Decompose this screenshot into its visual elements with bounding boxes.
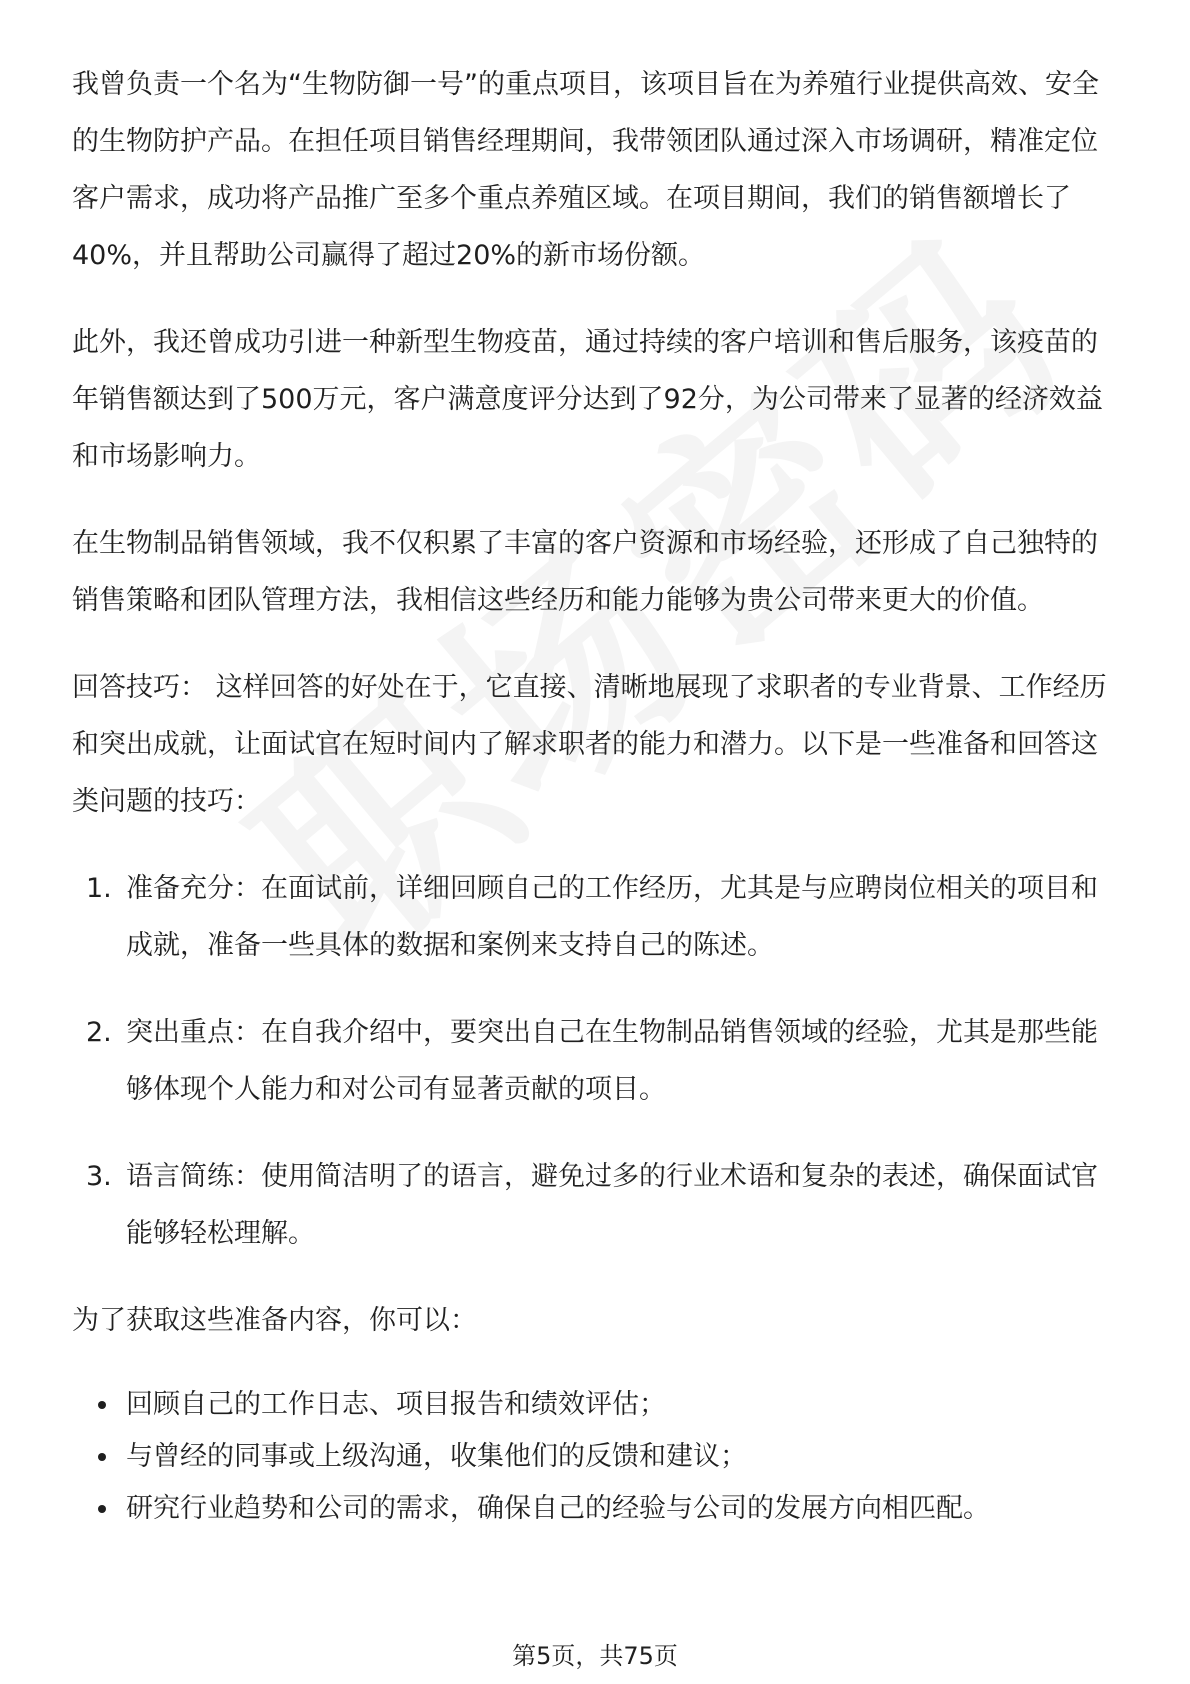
document-body [72, 56, 1122, 1535]
page-footer: 第5页，共75页 [512, 1642, 678, 1670]
paragraph-preparation: 为了获取这些准备内容，你可以： [72, 1305, 477, 1336]
paragraph-answer-tips: 回答技巧： 这样回答的好处在于，它直接、清晰地展现了求职者的专业背景、工作经历和突出成就，让面试官在短时间内了解求职者的能力和潜力。以下是一些准备和回答这类问题的技巧： [72, 672, 1107, 817]
bullet-list [72, 1379, 1122, 1535]
paragraph-project: 我曾负责一个名为“生物防御一号”的重点项目，该项目旨在为养殖行业提供高效、安全的生物防护产品。在担任项目销售经理期间，我带领团队通过深入市场调研，精准定位客户需求，成功将产品推广至多个重点养殖区域。在项目期间，我们的销售额增长了40%，并且帮助公司赢得了超过20%的新市场份额。 [72, 69, 1099, 271]
list-item [72, 1431, 1122, 1483]
list-number: 1. [86, 873, 112, 904]
paragraph-summary: 在生物制品销售领域，我不仅积累了丰富的客户资源和市场经验，还形成了自己独特的销售策略和团队管理方法，我相信这些经历和能力能够为贵公司带来更大的价值。 [72, 528, 1098, 616]
list-number: 2. [86, 1017, 112, 1048]
bullet-icon [98, 1401, 106, 1409]
list-item-text: 语言简练：使用简洁明了的语言，避免过多的行业术语和复杂的表述，确保面试官能够轻松理解。 [126, 1161, 1098, 1249]
list-item [72, 1004, 1122, 1118]
list-item-text: 与曾经的同事或上级沟通，收集他们的反馈和建议； [126, 1441, 747, 1472]
list-item [72, 1483, 1122, 1535]
list-item-text: 回顾自己的工作日志、项目报告和绩效评估； [126, 1389, 666, 1420]
list-item [72, 860, 1122, 974]
paragraph-vaccine: 此外，我还曾成功引进一种新型生物疫苗，通过持续的客户培训和售后服务，该疫苗的年销售额达到了500万元，客户满意度评分达到了92分，为公司带来了显著的经济效益和市场影响力。 [72, 327, 1103, 472]
list-item-text: 研究行业趋势和公司的需求，确保自己的经验与公司的发展方向相匹配。 [126, 1493, 990, 1524]
list-item-text: 突出重点：在自我介绍中，要突出自己在生物制品销售领域的经验，尤其是那些能够体现个人能力和对公司有显著贡献的项目。 [126, 1017, 1098, 1105]
bullet-icon [98, 1453, 106, 1461]
bullet-icon [98, 1505, 106, 1513]
list-number: 3. [86, 1161, 112, 1192]
list-item [72, 1148, 1122, 1262]
list-item [72, 1379, 1122, 1431]
list-item-text: 准备充分：在面试前，详细回顾自己的工作经历，尤其是与应聘岗位相关的项目和成就，准备一些具体的数据和案例来支持自己的陈述。 [126, 873, 1098, 961]
tips-list [72, 860, 1122, 1262]
